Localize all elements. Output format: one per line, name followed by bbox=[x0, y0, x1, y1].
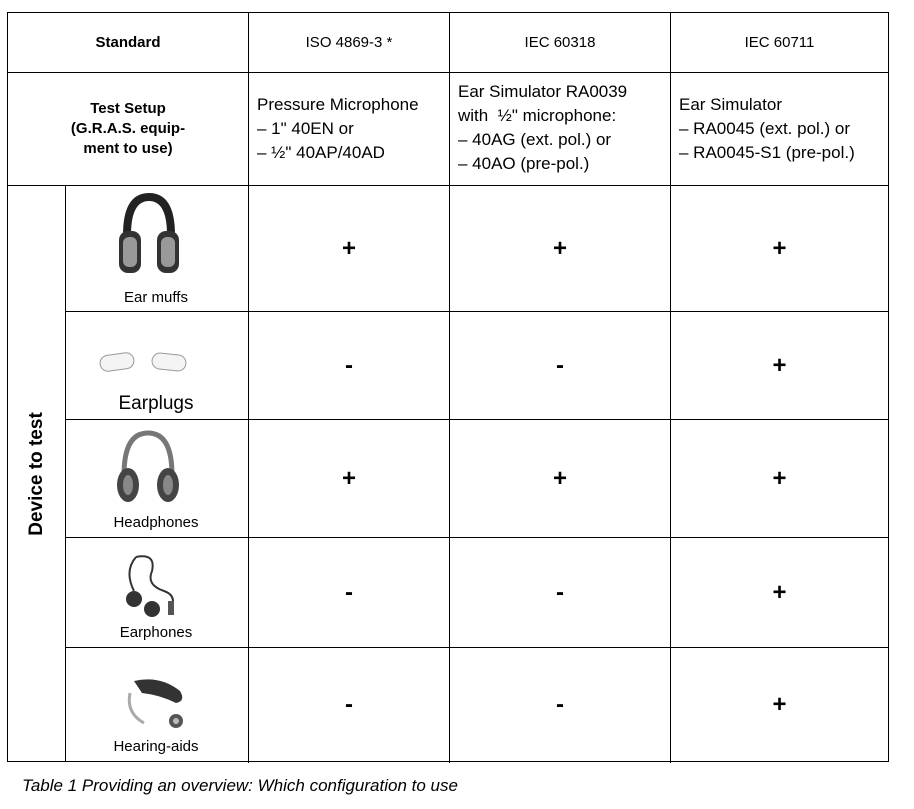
configuration-table bbox=[7, 12, 889, 762]
mark-hearing-aids-iec60711: + bbox=[772, 691, 787, 718]
mark-earphones-iso: - bbox=[345, 578, 353, 606]
mark-earphones-iec60318: - bbox=[556, 578, 564, 606]
headphones-image bbox=[112, 427, 184, 511]
table-caption: Table 1 Providing an overview: Which configuration to use bbox=[22, 776, 458, 795]
mark-ear-muffs-iso: + bbox=[341, 234, 356, 262]
earplugs-image bbox=[96, 348, 196, 378]
mark-headphones-iec60711: + bbox=[772, 464, 787, 492]
mark-hearing-aids-iso: - bbox=[345, 691, 353, 718]
mark-headphones-iec60318: + bbox=[552, 464, 567, 492]
mark-earplugs-iec60318: - bbox=[556, 351, 564, 379]
standard-iec-60318: IEC 60318 bbox=[524, 34, 596, 51]
setup-iec-60711: Ear Simulator – RA0045 (ext. pol.) or – RA0045-S1 (pre-pol.) bbox=[679, 95, 855, 162]
mark-ear-muffs-iec60711: + bbox=[772, 234, 787, 262]
mark-earplugs-iso: - bbox=[345, 351, 353, 379]
mark-earphones-iec60711: + bbox=[772, 578, 787, 606]
standard-header-label: Standard bbox=[95, 34, 161, 51]
device-label-earplugs: Earplugs bbox=[118, 393, 194, 414]
setup-iso-4869-3: Pressure Microphone – 1" 40EN or – ½" 40AP/40AD bbox=[257, 95, 419, 162]
standard-iec-60711: IEC 60711 bbox=[744, 34, 815, 51]
device-label-ear-muffs: Ear muffs bbox=[124, 289, 188, 306]
mark-headphones-iso: + bbox=[341, 464, 356, 492]
setup-iec-60318: Ear Simulator RA0039 with ½" microphone: – 40AG (ext. pol.) or – 40AO (pre-pol.) bbox=[458, 82, 628, 173]
test-setup-label: Test Setup (G.R.A.S. equip- ment to use) bbox=[70, 100, 186, 157]
mark-earplugs-iec60711: + bbox=[772, 351, 787, 379]
standard-iso-4869-3: ISO 4869-3 * bbox=[305, 34, 393, 51]
mark-hearing-aids-iec60318: - bbox=[556, 691, 564, 718]
ear-muffs-image bbox=[113, 193, 185, 281]
device-label-earphones: Earphones bbox=[119, 624, 193, 641]
hearing-aid-image bbox=[120, 673, 190, 737]
device-label-headphones: Headphones bbox=[113, 514, 199, 531]
earphones-image bbox=[116, 551, 186, 621]
mark-ear-muffs-iec60318: + bbox=[552, 234, 567, 262]
device-to-test-label: Device to test bbox=[26, 412, 48, 536]
device-label-hearing-aids: Hearing-aids bbox=[113, 738, 199, 755]
